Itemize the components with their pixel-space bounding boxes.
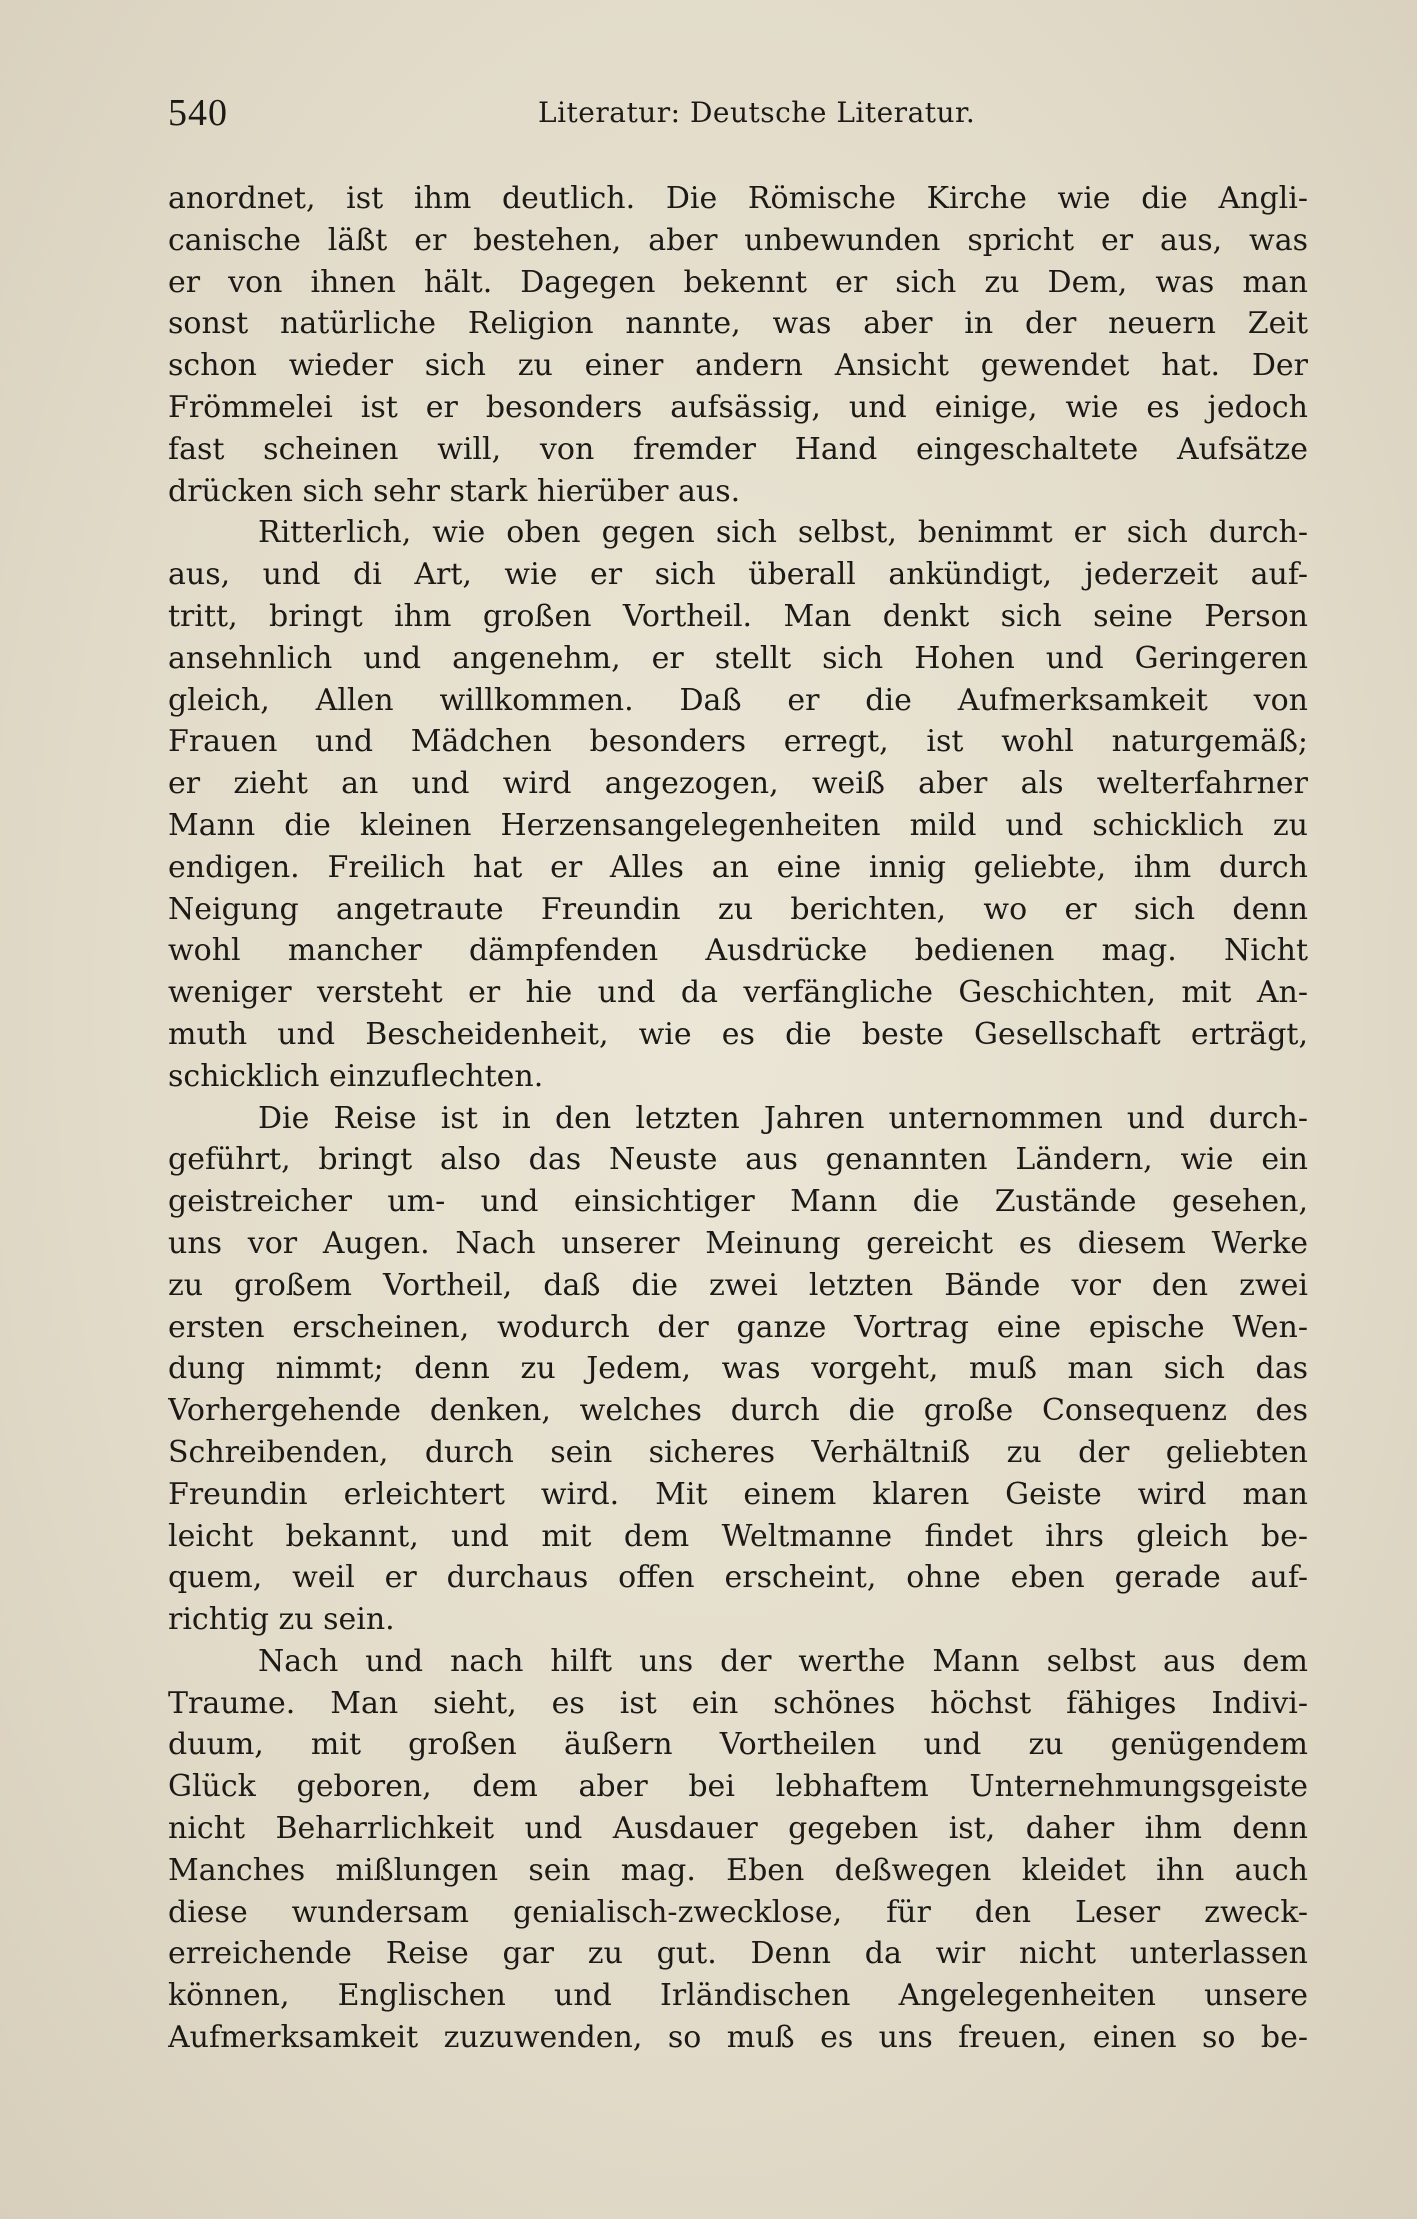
text-line: Ritterlich, wie oben gegen sich selbst, benimmt er sich durch-	[258, 515, 1308, 551]
text-line: Die Reise ist in den letzten Jahren unternommen und durch-	[258, 1100, 1308, 1136]
text-line: diese wundersam genialisch-zwecklose, für den Leser zweck-	[168, 1894, 1308, 1930]
text-line: er von ihnen hält. Dagegen bekennt er sich zu Dem, was man	[168, 264, 1308, 300]
running-head: Literatur: Deutsche Literatur.	[538, 96, 976, 129]
text-line: canische läßt er bestehen, aber unbewunden spricht er aus, was	[168, 222, 1308, 258]
text-line: Schreibenden, durch sein sicheres Verhältniß zu der geliebten	[168, 1434, 1308, 1470]
text-line: anordnet, ist ihm deutlich. Die Römische Kirche wie die Angli-	[168, 181, 1308, 216]
text-line: Aufmerksamkeit zuzuwenden, so muß es uns freuen, einen so be-	[168, 2020, 1308, 2056]
text-line: geistreicher um- und einsichtiger Mann die Zustände gesehen,	[168, 1184, 1308, 1220]
text-line: quem, weil er durchaus offen erscheint, ohne eben gerade auf-	[168, 1560, 1308, 1596]
text-line: weniger versteht er hie und da verfängliche Geschichten, mit An-	[168, 975, 1308, 1011]
text-line: sonst natürliche Religion nannte, was aber in der neuern Zeit	[168, 306, 1308, 342]
text-line: Frömmelei ist er besonders aufsässig, und einige, wie es jedoch	[168, 389, 1308, 425]
text-line: Vorhergehende denken, welches durch die große Consequenz des	[168, 1393, 1308, 1429]
text-line: schon wieder sich zu einer andern Ansicht gewendet hat. Der	[168, 348, 1308, 384]
text-line: aus, und di Art, wie er sich überall ankündigt, jederzeit auf-	[168, 557, 1308, 593]
text-line: duum, mit großen äußern Vortheilen und zu genügendem	[168, 1727, 1308, 1763]
text-line: Neigung angetraute Freundin zu berichten, wo er sich denn	[168, 891, 1308, 927]
text-line: zu großem Vortheil, daß die zwei letzten Bände vor den zwei	[168, 1267, 1308, 1303]
text-line: leicht bekannt, und mit dem Weltmanne findet ihrs gleich be-	[168, 1518, 1308, 1554]
text-line: Nach und nach hilft uns der werthe Mann selbst aus dem	[258, 1643, 1308, 1679]
text-line: Glück geboren, dem aber bei lebhaftem Unternehmungsgeiste	[168, 1769, 1308, 1805]
text-line: erreichende Reise gar zu gut. Denn da wir nicht unterlassen	[168, 1936, 1308, 1972]
text-line: fast scheinen will, von fremder Hand eingeschaltete Aufsätze	[168, 431, 1308, 467]
text-line: geführt, bringt also das Neuste aus genannten Ländern, wie ein	[168, 1142, 1308, 1178]
text-line: können, Englischen und Irländischen Angelegenheiten unsere	[168, 1978, 1308, 2014]
text-line: dung nimmt; denn zu Jedem, was vorgeht, muß man sich das	[168, 1351, 1308, 1387]
text-line: drücken sich sehr stark hierüber aus.	[168, 473, 741, 509]
text-line: Manches mißlungen sein mag. Eben deßwegen kleidet ihn auch	[168, 1852, 1308, 1888]
page-header	[168, 88, 1308, 138]
text-line: tritt, bringt ihm großen Vortheil. Man denkt sich seine Person	[168, 598, 1308, 634]
text-line: Frauen und Mädchen besonders erregt, ist wohl naturgemäß;	[168, 724, 1308, 760]
text-line: ersten erscheinen, wodurch der ganze Vortrag eine epische Wen-	[168, 1309, 1308, 1345]
text-line: schicklich einzuflechten.	[168, 1058, 544, 1094]
text-line: ansehnlich und angenehm, er stellt sich Hohen und Geringeren	[168, 640, 1308, 676]
text-line: nicht Beharrlichkeit und Ausdauer gegeben ist, daher ihm denn	[168, 1811, 1308, 1847]
text-line: muth und Bescheidenheit, wie es die beste Gesellschaft erträgt,	[168, 1016, 1308, 1052]
body-text	[168, 178, 1308, 2059]
text-line: Mann die kleinen Herzensangelegenheiten mild und schicklich zu	[168, 807, 1308, 843]
text-line: Freundin erleichtert wird. Mit einem klaren Geiste wird man	[168, 1476, 1308, 1512]
page-number: 540	[168, 92, 228, 134]
text-line: wohl mancher dämpfenden Ausdrücke bedienen mag. Nicht	[168, 933, 1308, 969]
text-line: gleich, Allen willkommen. Daß er die Aufmerksamkeit von	[168, 682, 1308, 718]
text-line: uns vor Augen. Nach unserer Meinung gereicht es diesem Werke	[168, 1225, 1308, 1261]
text-line: Traume. Man sieht, es ist ein schönes höchst fähiges Indivi-	[168, 1685, 1308, 1721]
text-line: richtig zu sein.	[168, 1602, 395, 1638]
text-line: er zieht an und wird angezogen, weiß aber als welterfahrner	[168, 766, 1308, 802]
text-line: endigen. Freilich hat er Alles an eine innig geliebte, ihm durch	[168, 849, 1308, 885]
